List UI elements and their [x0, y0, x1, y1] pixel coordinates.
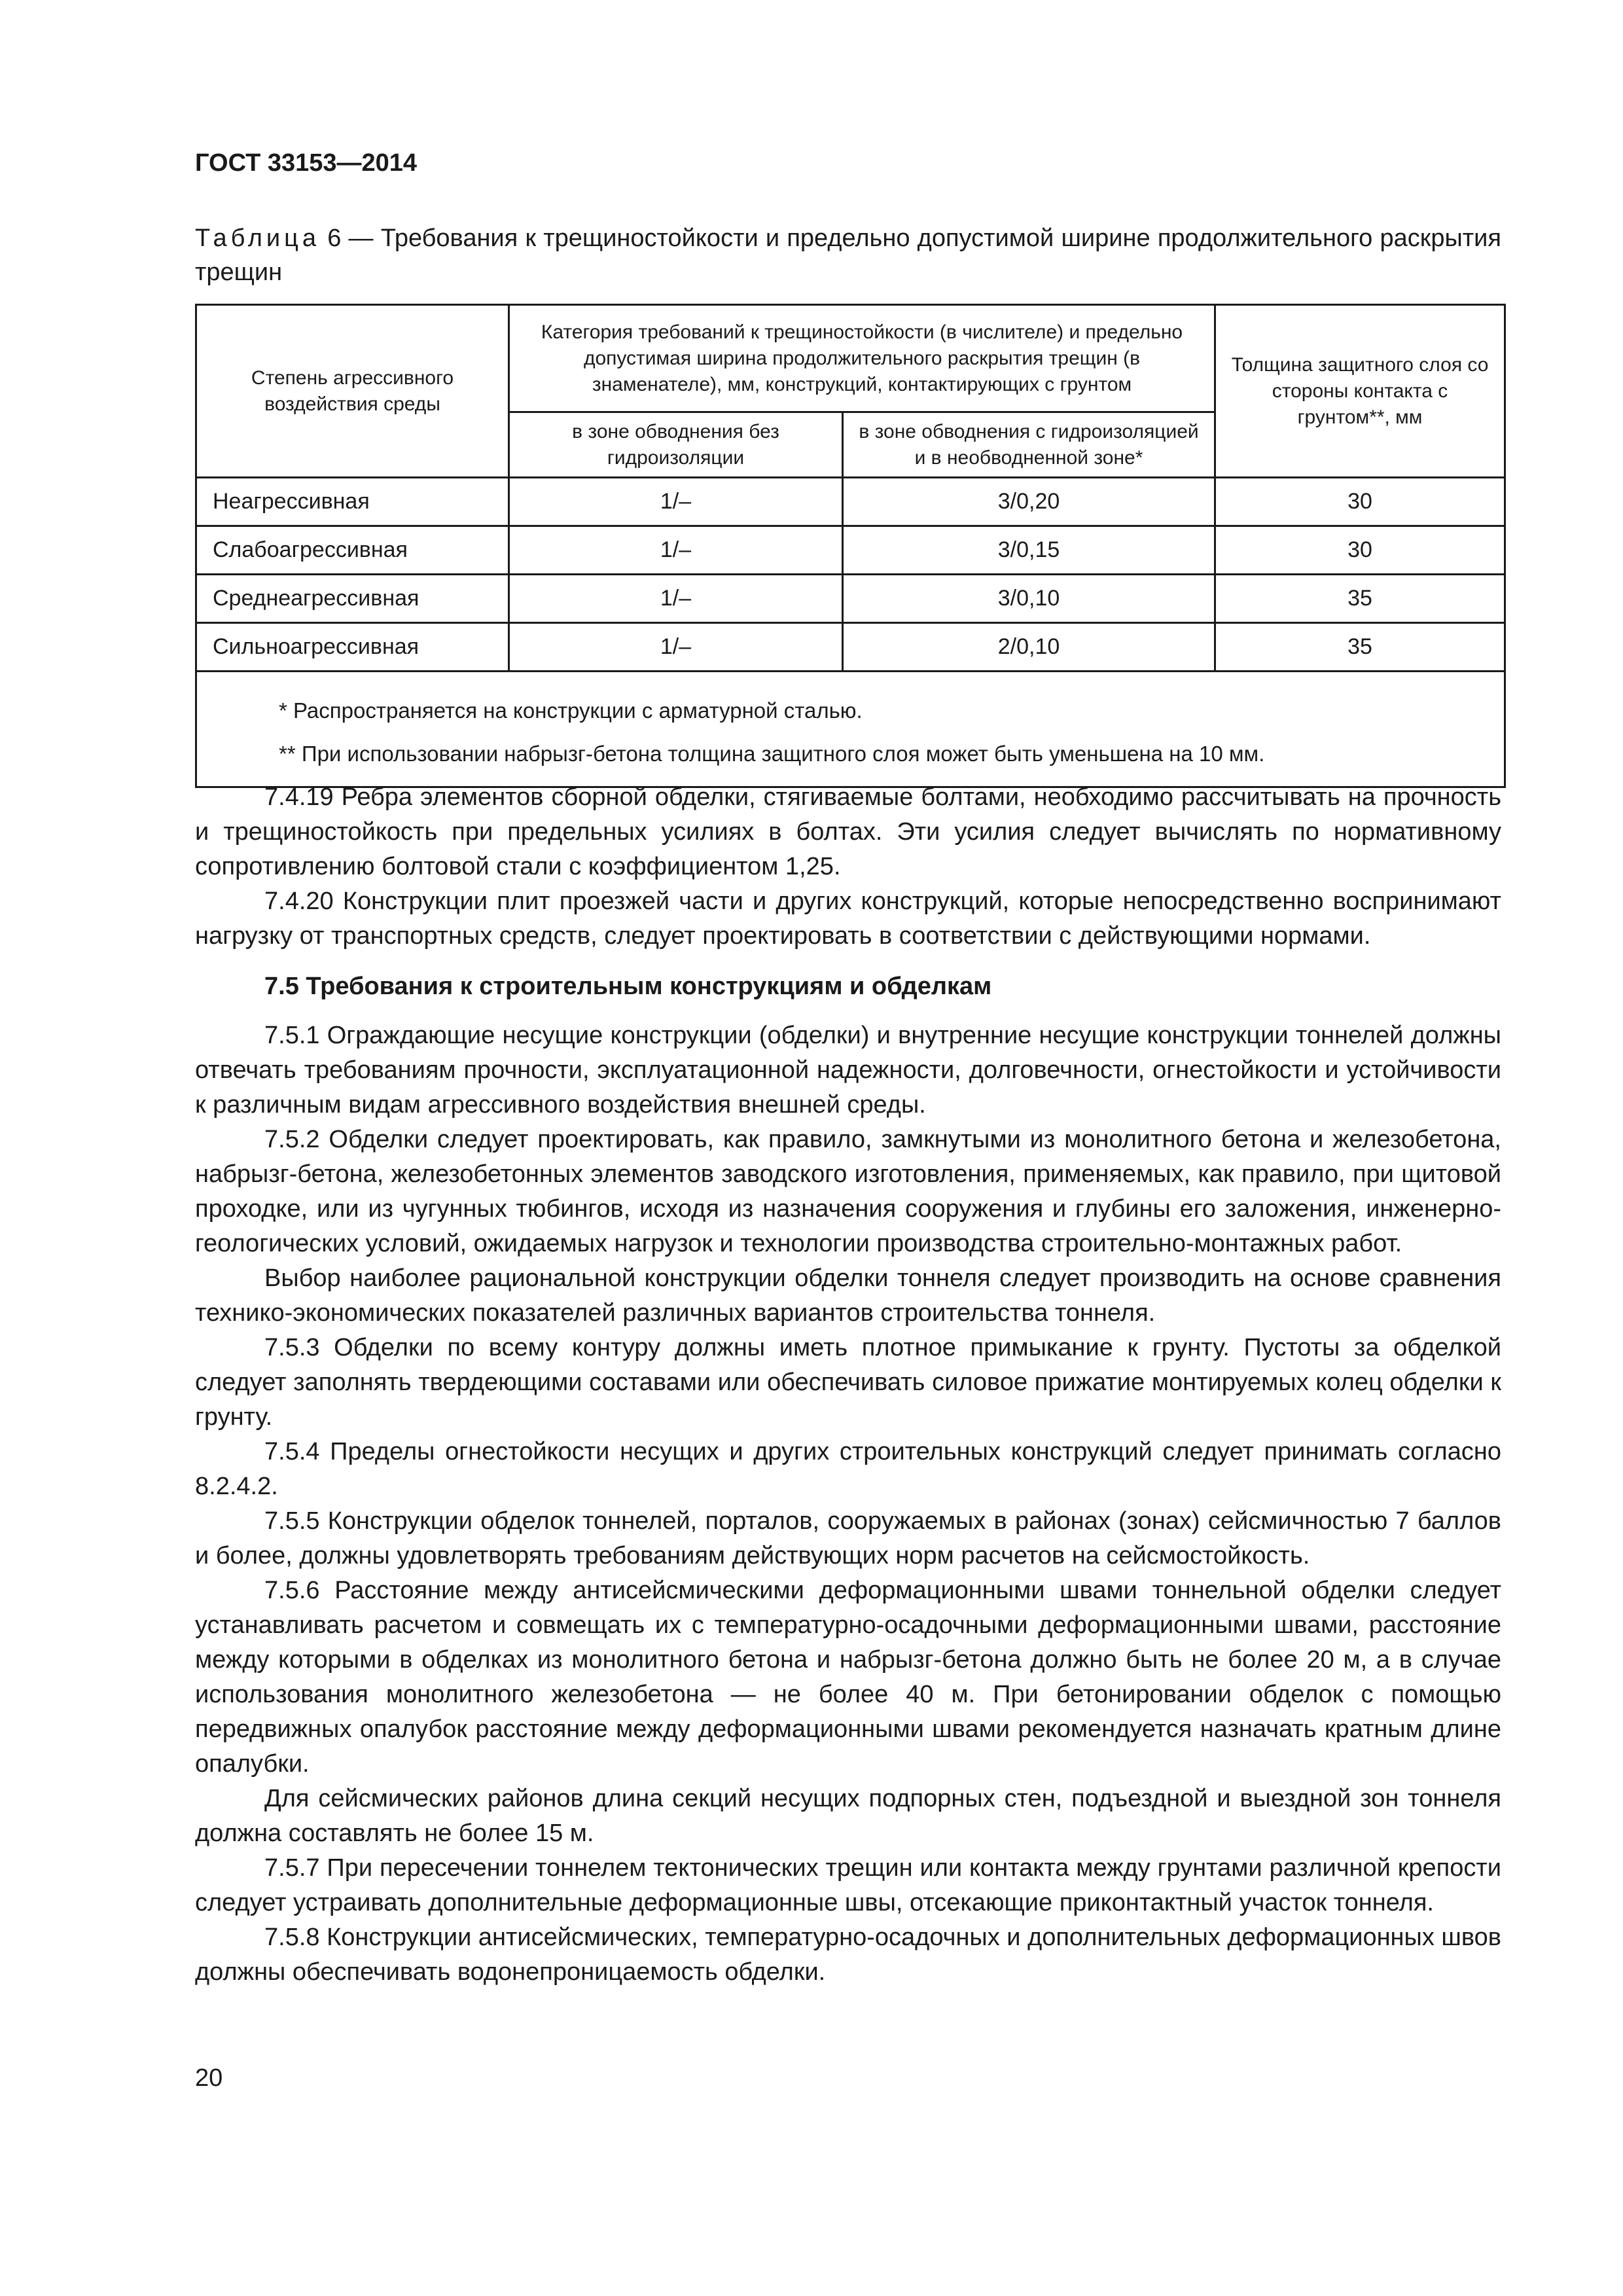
cell-no-waterproofing: 1/– [509, 478, 843, 526]
cell-with-waterproofing: 3/0,10 [843, 575, 1215, 623]
requirements-table [195, 304, 1506, 788]
paragraph-7-5-6: 7.5.6 Расстояние между антисейсмическими деформационными швами тоннельной обделки следует устанавливать расчетом и совмещать их с температурно-осадочными деформационными швами, расстояние между которыми в обделках из монолитного бетона и набрызг-бетона должно быть не более 20 м, а в случае использования монолитного железобетона — не более 40 м. При бетонировании обделок с помощью передвижных опалубок расстояние между деформационными швами рекомендуется назначать кратным длине опалубки. [195, 1577, 1501, 1778]
table-caption-text: 6 — Требования к трещиностойкости и предельно допустимой ширине продолжительного раскрытия трещин [195, 224, 1501, 286]
cell-no-waterproofing: 1/– [509, 575, 843, 623]
table-row [196, 478, 1505, 526]
table-caption-label: Таблица [195, 224, 320, 252]
paragraph-7-4-19: 7.4.19 Ребра элементов сборной обделки, стягиваемые болтами, необходимо рассчитывать на прочность и трещиностойкость при предельных усилиях в болтах. Эти усилия следует вычислять по нормативному сопротивлению болтовой стали с коэффициентом 1,25. [195, 783, 1501, 880]
cell-environment: Среднеагрессивная [196, 575, 509, 623]
cell-no-waterproofing: 1/– [509, 623, 843, 672]
table-row [196, 526, 1505, 575]
cell-environment: Слабоагрессивная [196, 526, 509, 575]
cell-cover-thickness: 35 [1215, 623, 1505, 672]
cell-with-waterproofing: 3/0,20 [843, 478, 1215, 526]
paragraph-7-5-2-continued: Выбор наиболее рациональной конструкции обделки тоннеля следует производить на основе сравнения технико-экономических показателей различных вариантов строительства тоннеля. [195, 1265, 1501, 1327]
cell-with-waterproofing: 2/0,10 [843, 623, 1215, 672]
body-text [195, 780, 1501, 1990]
paragraph-7-5-3: 7.5.3 Обделки по всему контуру должны иметь плотное примыкание к грунту. Пустоты за обделкой следует заполнять твердеющими составами или обеспечивать силовое прижатие монтируемых колец обделки к грунту. [195, 1334, 1501, 1431]
paragraph-7-5-8: 7.5.8 Конструкции антисейсмических, температурно-осадочных и дополнительных деформационных швов должны обеспечивать водонепроницаемость обделки. [195, 1924, 1501, 1986]
table-footnotes [196, 672, 1505, 787]
cell-no-waterproofing: 1/– [509, 526, 843, 575]
paragraph-7-5-2: 7.5.2 Обделки следует проектировать, как правило, замкнутыми из монолитного бетона и железобетона, набрызг-бетона, железобетонных элементов заводского изготовления, применяемых, как правило, при щитовой проходке, или из чугунных тюбингов, исходя из назначения сооружения и глубины его заложения, инженерно-геологических условий, ожидаемых нагрузок и технологии производства строительно-монтажных работ. [195, 1126, 1501, 1257]
paragraph-7-5-5: 7.5.5 Конструкции обделок тоннелей, порталов, сооружаемых в районах (зонах) сейсмичностью 7 баллов и более, должны удовлетворять требованиям действующих норм расчетов на сейсмостойкость. [195, 1507, 1501, 1570]
paragraph-7-5-6-continued: Для сейсмических районов длина секций несущих подпорных стен, подъездной и выездной зон тоннеля должна составлять не более 15 м. [195, 1785, 1501, 1847]
paragraph-7-5-4: 7.5.4 Пределы огнестойкости несущих и других строительных конструкций следует принимать согласно 8.2.4.2. [195, 1438, 1501, 1500]
column-header-with-waterproofing: в зоне обводнения с гидроизоляцией и в необводненной зоне* [843, 412, 1215, 478]
column-header-environment: Степень агрессивного воздействия среды [196, 305, 509, 478]
cell-environment: Неагрессивная [196, 478, 509, 526]
cell-environment: Сильноагрессивная [196, 623, 509, 672]
cell-cover-thickness: 30 [1215, 526, 1505, 575]
table-footnote: * Распространяется на конструкции с арматурной сталью. [279, 698, 863, 723]
column-header-group-category: Категория требований к трещиностойкости (в числителе) и предельно допустимая ширина продолжительного раскрытия трещин (в знаменателе), мм, конструкций, контактирующих с грунтом [509, 305, 1215, 412]
table-caption [195, 221, 1501, 289]
document-header: ГОСТ 33153—2014 [195, 149, 418, 177]
cell-cover-thickness: 30 [1215, 478, 1505, 526]
cell-cover-thickness: 35 [1215, 575, 1505, 623]
page-number: 20 [195, 2064, 223, 2092]
table-footnote: ** При использовании набрызг-бетона толщина защитного слоя может быть уменьшена на 10 мм. [279, 742, 1265, 766]
section-heading-7-5: 7.5 Требования к строительным конструкциям и обделкам [264, 973, 992, 1000]
table-row [196, 623, 1505, 672]
cell-with-waterproofing: 3/0,15 [843, 526, 1215, 575]
paragraph-7-4-20: 7.4.20 Конструкции плит проезжей части и других конструкций, которые непосредственно воспринимают нагрузку от транспортных средств, следует проектировать в соответствии с действующими нормами. [195, 888, 1501, 950]
column-header-cover-thickness: Толщина защитного слоя со стороны контакта с грунтом**, мм [1215, 305, 1505, 478]
paragraph-7-5-1: 7.5.1 Ограждающие несущие конструкции (обделки) и внутренние несущие конструкции тоннелей должны отвечать требованиям прочности, эксплуатационной надежности, долговечности, огнестойкости и устойчивости к различным видам агрессивного воздействия внешней среды. [195, 1022, 1501, 1119]
table-row [196, 575, 1505, 623]
column-header-no-waterproofing: в зоне обводнения без гидроизоляции [509, 412, 843, 478]
paragraph-7-5-7: 7.5.7 При пересечении тоннелем тектонических трещин или контакта между грунтами различной крепости следует устраивать дополнительные деформационные швы, отсекающие приконтактный участок тоннеля. [195, 1854, 1501, 1916]
